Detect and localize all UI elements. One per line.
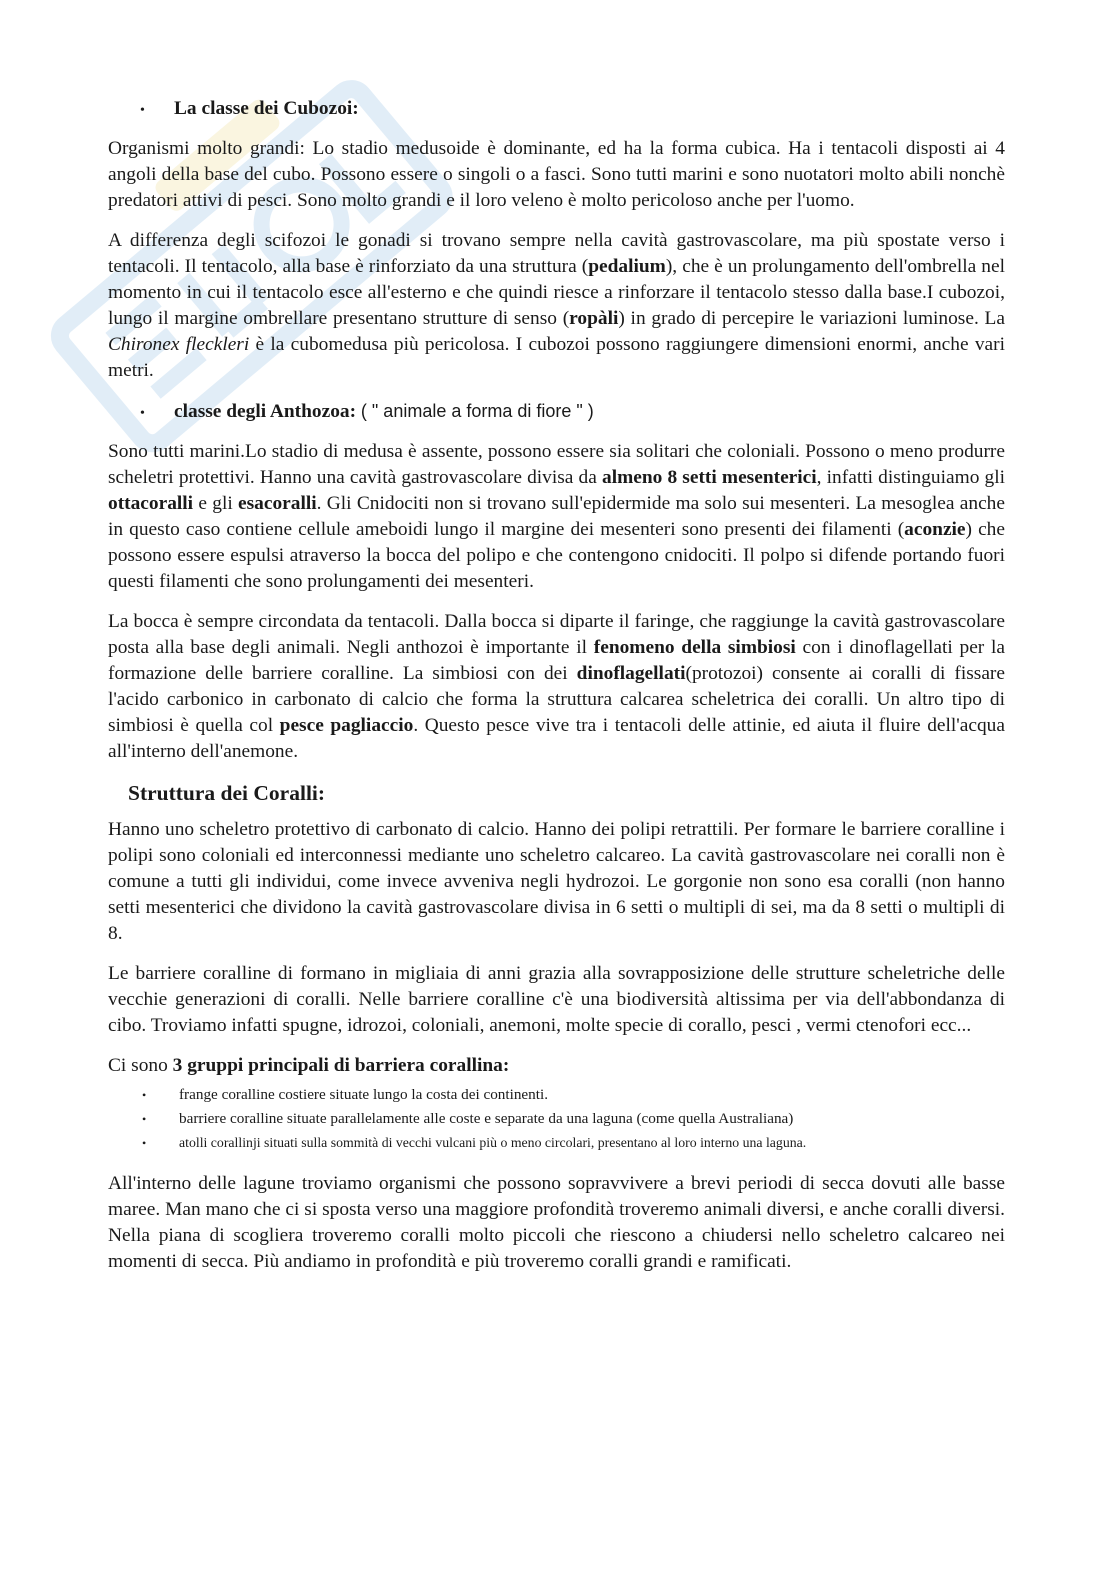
- bullet-icon: •: [142, 1088, 147, 1102]
- coralli-paragraph-1: Hanno uno scheletro protettivo di carbonato di calcio. Hanno dei polipi retrattili. Per formare le barriere coralline i polipi sono coloniali ed interconnessi mediante uno scheletro calcareo. La cavità gastrovascolare nei coralli non è comune a tutti gli individui, come invece avveniva negli hydrozoi. Le gorgonie non sono esa coralli (non hanno setti mesenterici che dividono la cavità gastrovascolare divisa in 6 setti o multipli di sei, ma da 8 setti o multipli di 8.: [108, 819, 1005, 944]
- anthozoa-heading: [108, 398, 1005, 427]
- gruppi-intro: Ci sono 3 gruppi principali di barriera corallina:: [108, 1055, 510, 1076]
- cubozoi-heading: [108, 96, 1005, 124]
- bullet-icon: •: [140, 103, 145, 118]
- anthozoa-heading-rest: ( " animale a forma di fiore " ): [360, 401, 594, 421]
- lagune-paragraph: All'interno delle lagune troviamo organismi che possono sopravvivere a brevi periodi di secca dovuti alle basse maree. Man mano che ci si sposta verso una maggiore profondità troveremo animali diversi, e anche coralli diversi. Nella piana di scogliera troveremo coralli molto piccoli che riescono a chiudersi nello scheletro calcareo nei momenti di secca. Più andiamo in profondità e più troveremo coralli grandi e ramificati.: [108, 1173, 1005, 1272]
- anthozoa-paragraph-2: La bocca è sempre circondata da tentacoli. Dalla bocca si diparte il faringe, che raggiunge la cavità gastrovascolare posta alla base degli animali. Negli anthozoi è importante il fenomeno della simbiosi con i dinoflagellati per la formazione delle barriere coralline. La simbiosi con dei dinoflagellati(protozoi) consente ai coralli di fissare l'acido carbonico in carbonato di calcio che forma la struttura calcarea scheletrica dei coralli. Un altro tipo di simbiosi è quella col pesce pagliaccio. Questo pesce vive tra i tentacoli delle attinie, ed aiuta il fluire dell'acqua all'interno dell'anemone.: [108, 611, 1005, 762]
- cubozoi-paragraph-1: Organismi molto grandi: Lo stadio medusoide è dominante, ed ha la forma cubica. Ha i tentacoli disposti ai 4 angoli della base del cubo. Possono essere o singoli o a fasci. Sono tutti marini e sono nuotatori molto abili nonchè predatori attivi di pesci. Sono molto grandi e il loro veleno è molto pericoloso anche per l'uomo.: [108, 138, 1005, 211]
- gruppi-list: [108, 1083, 1005, 1155]
- bullet-icon: •: [140, 406, 145, 421]
- list-item: • frange coralline costiere situate lungo la costa dei continenti.: [142, 1083, 1005, 1107]
- anthozoa-paragraph-1: Sono tutti marini.Lo stadio di medusa è assente, possono essere sia solitari che coloniali. Possono o meno produrre scheletri protettivi. Hanno una cavità gastrovascolare divisa da almeno 8 setti mesenterici, infatti distinguiamo gli ottacoralli e gli esacoralli. Gli Cnidociti non si trovano sull'epidermide ma solo sui mesenteri. La mesoglea anche in questo caso contiene cellule ameboidi lungo il margine dei mesenteri sono presenti dei filamenti (aconzie) che possono essere espulsi atraverso la bocca del polipo e che contengono cnidociti. Il polpo si difende portando fuori questi filamenti che sono prolungamenti dei mesenteri.: [108, 441, 1006, 592]
- cubozoi-paragraph-2: A differenza degli scifozoi le gonadi si trovano sempre nella cavità gastrovascolare, ma più spostate verso i tentacoli. Il tentacolo, alla base è rinforziato da una struttura (pedalium), che è un prolungamento dell'ombrella nel momento in cui il tentacolo esce all'esterno e che quindi riesce a rinforzare il tentacolo stesso dalla base.I cubozoi, lungo il margine ombrellare presentano strutture di senso (ropàli) in grado di percepire le variazioni luminose. La Chironex fleckleri è la cubomedusa più pericolosa. I cubozoi possono raggiungere dimensioni enormi, anche vari metri.: [108, 230, 1005, 381]
- list-item: • atolli corallinji situati sulla sommità di vecchi vulcani più o meno circolari, presentano al loro interno una laguna.: [142, 1131, 1005, 1155]
- document-page: [108, 96, 1005, 1289]
- bullet-icon: •: [142, 1136, 147, 1150]
- cubozoi-heading-text: La classe dei Cubozoi:: [174, 98, 359, 119]
- coralli-heading: Struttura dei Coralli:: [128, 781, 326, 805]
- coralli-paragraph-2: Le barriere coralline di formano in migliaia di anni grazia alla sovrapposizione delle strutture scheletriche delle vecchie generazioni di coralli. Nelle barriere coralline c'è una biodiversità altissima per via dell'abbondanza di cibo. Troviamo infatti spugne, idrozoi, coloniali, anemoni, molte specie di corallo, pesci , vermi ctenofori ecc...: [108, 963, 1005, 1036]
- bullet-icon: •: [142, 1112, 147, 1126]
- list-item: • barriere coralline situate parallelamente alle coste e separate da una laguna (come quella Australiana): [142, 1107, 1005, 1131]
- anthozoa-heading-bold: classe degli Anthozoa:: [174, 401, 357, 422]
